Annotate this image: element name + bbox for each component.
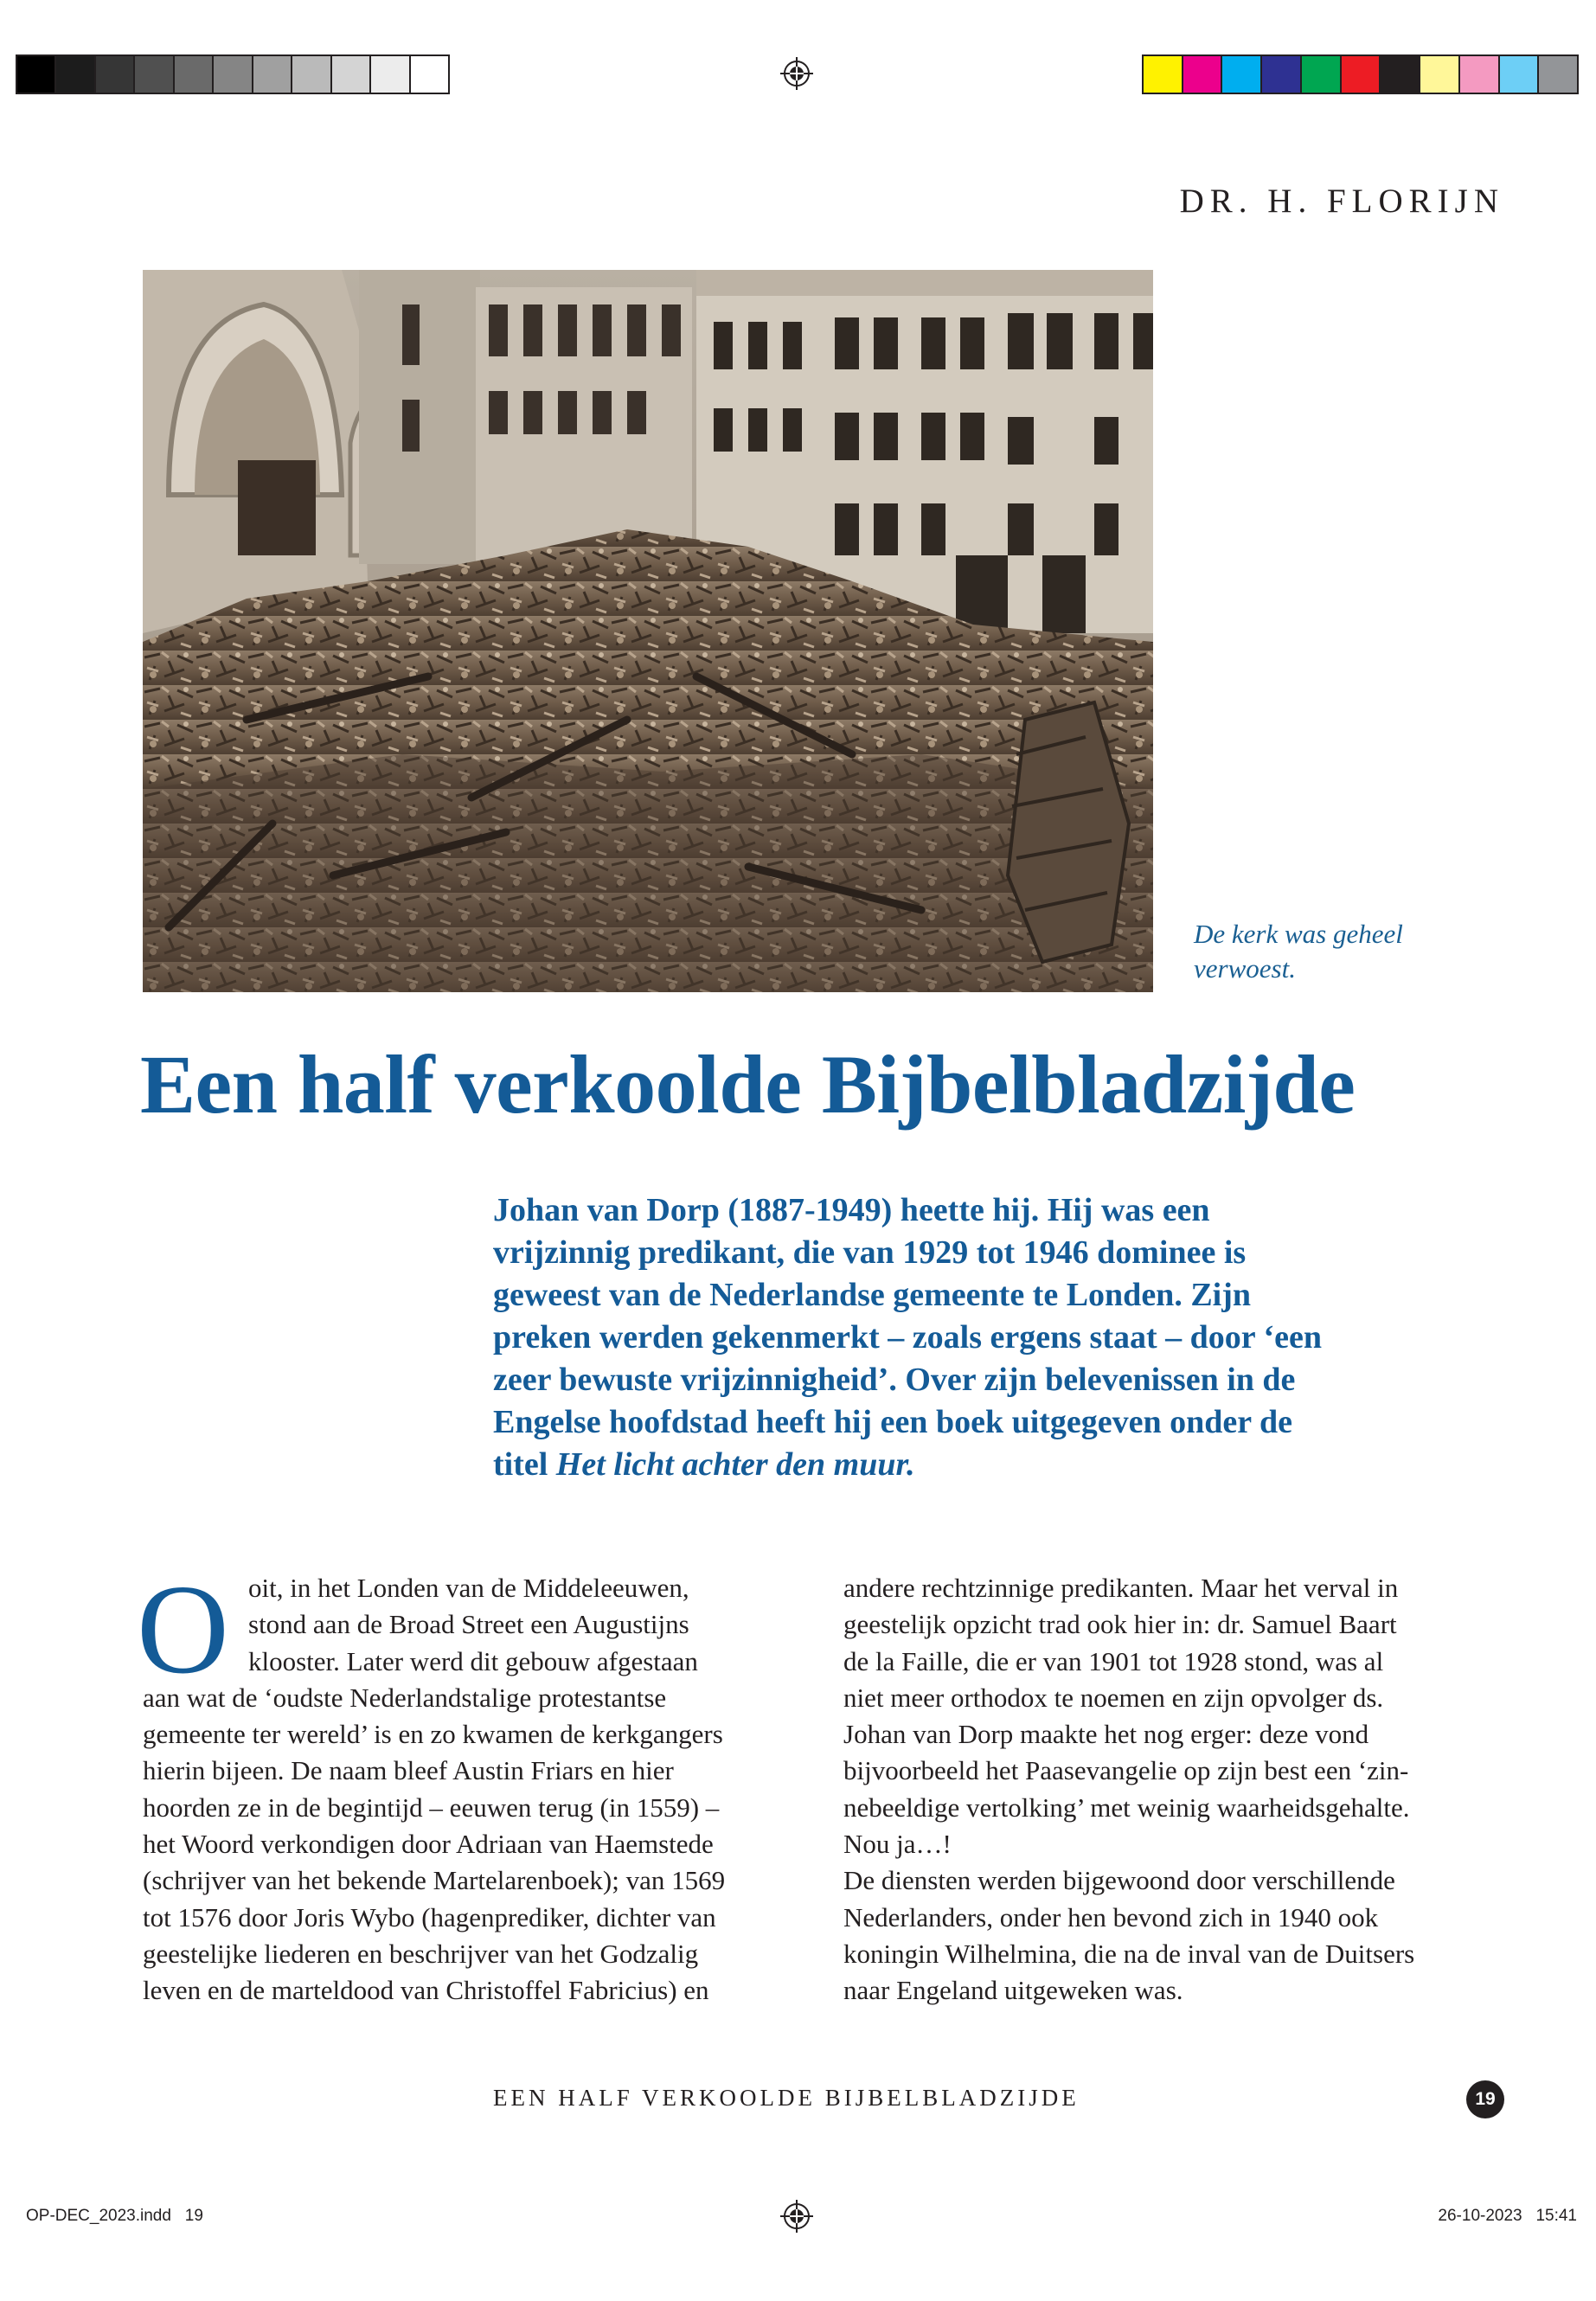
body-line: de la Faille, die er van 1901 tot 1928 stond, was al [843, 1645, 1384, 1676]
color-swatch [1420, 56, 1460, 93]
running-footer-title: EEN HALF VERKOOLDE BIJBELBLADZIJDE [493, 2085, 1080, 2111]
color-swatch [1342, 56, 1381, 93]
body-line: gemeente ter wereld’ is en zo kwamen de kerkgangers [143, 1719, 723, 1750]
gray-swatch [292, 56, 331, 93]
gray-swatch [214, 56, 253, 93]
lead-line: Johan van Dorp (1887-1949) heette hij. Hij was een [493, 1192, 1210, 1228]
gray-swatch [56, 56, 95, 93]
gray-swatch [411, 56, 448, 93]
body-line: geestelijke liederen en beschrijver van het Godzalig [143, 1938, 699, 1969]
process-color-bar [1142, 54, 1579, 94]
registration-mark-icon [780, 57, 813, 90]
ruined-church-photo [143, 270, 1153, 992]
lead-line: zeer bewuste vrijzinnigheid’. Over zijn belevenissen in de [493, 1362, 1296, 1398]
color-swatch [1460, 56, 1500, 93]
color-swatch [1381, 56, 1420, 93]
body-line: hoorden ze in de begintijd – eeuwen terug (in 1559) – [143, 1791, 720, 1823]
color-swatch [1539, 56, 1577, 93]
body-line: Nederlanders, onder hen bevond zich in 1940 ook [843, 1901, 1379, 1932]
body-line: nebeeldige vertolking’ met weinig waarheidsgehalte. [843, 1791, 1410, 1823]
lead-line: preken werden gekenmerkt – zoals ergens staat – door ‘een [493, 1319, 1322, 1356]
lead-line: geweest van de Nederlandse gemeente te Londen. Zijn [493, 1277, 1252, 1313]
lead-line: Engelse hoofdstad heeft hij een boek uitgegeven onder de [493, 1404, 1292, 1440]
body-line: koningin Wilhelmina, die na de inval van de Duitsers [843, 1938, 1415, 1969]
body-line: geestelijk opzicht trad ook hier in: dr. Samuel Baart [843, 1609, 1397, 1640]
body-line: (schrijver van het bekende Martelarenboek); van 1569 [143, 1865, 726, 1896]
body-column-right [843, 1570, 1518, 2009]
registration-mark-icon [780, 2200, 813, 2233]
photo-caption [1194, 917, 1453, 986]
slug-date-time: 26-10-2023 15:41 [1438, 2207, 1577, 2225]
grayscale-color-bar [16, 54, 450, 94]
author-name: DR. H. FLORIJN [1179, 183, 1504, 220]
color-swatch [1262, 56, 1302, 93]
gray-swatch [253, 56, 292, 93]
gray-swatch [371, 56, 410, 93]
body-line: aan wat de ‘oudste Nederlandstalige protestantse [143, 1682, 667, 1713]
gray-swatch [135, 56, 174, 93]
color-swatch [1500, 56, 1540, 93]
gray-swatch [175, 56, 214, 93]
body-line: Johan van Dorp maakte het nog erger: deze vond [843, 1719, 1369, 1750]
body-column-left [143, 1570, 817, 2009]
color-swatch [1302, 56, 1342, 93]
body-line: stond aan de Broad Street een Augustijns [248, 1609, 689, 1640]
body-line: bijvoorbeeld het Paasevangelie op zijn best een ‘zin- [843, 1755, 1409, 1786]
color-swatch [1183, 56, 1223, 93]
body-line: leven en de marteldood van Christoffel Fabricius) en [143, 1975, 709, 2006]
body-line: naar Engeland uitgeweken was. [843, 1975, 1183, 2006]
gray-swatch [17, 56, 56, 93]
caption-line: verwoest. [1194, 953, 1296, 984]
body-line: tot 1576 door Joris Wybo (hagenprediker, dichter van [143, 1901, 716, 1932]
body-line: het Woord verkondigen door Adriaan van Haemstede [143, 1829, 714, 1860]
lead-line: vrijzinnig predikant, die van 1929 tot 1946 dominee is [493, 1234, 1247, 1271]
lead-prefix: titel [493, 1446, 556, 1483]
color-swatch [1222, 56, 1262, 93]
caption-line: De kerk was geheel [1194, 919, 1403, 949]
body-line: niet meer orthodox te noemen en zijn opvolger ds. [843, 1682, 1384, 1713]
article-title: Een half verkoolde Bijbelbladzijde [140, 1038, 1356, 1131]
body-line: Nou ja…! [843, 1829, 952, 1860]
body-line: oit, in het Londen van de Middeleeuwen, [248, 1573, 689, 1603]
body-line: De diensten werden bijgewoond door verschillende [843, 1865, 1395, 1896]
gray-swatch [332, 56, 371, 93]
gray-swatch [96, 56, 135, 93]
lead-line-last [493, 1444, 1522, 1486]
body-line: andere rechtzinnige predikanten. Maar het verval in [843, 1573, 1399, 1603]
body-line: hierin bijeen. De naam bleef Austin Friars en hier [143, 1755, 674, 1786]
book-title: Het licht achter den muur. [555, 1446, 915, 1483]
slug-file-info: OP-DEC_2023.indd 19 [26, 2207, 203, 2225]
article-lead [493, 1189, 1522, 1486]
body-line: klooster. Later werd dit gebouw afgestaan [248, 1645, 698, 1676]
color-swatch [1144, 56, 1183, 93]
page-number: 19 [1466, 2080, 1504, 2118]
drop-cap: O [137, 1559, 229, 1701]
